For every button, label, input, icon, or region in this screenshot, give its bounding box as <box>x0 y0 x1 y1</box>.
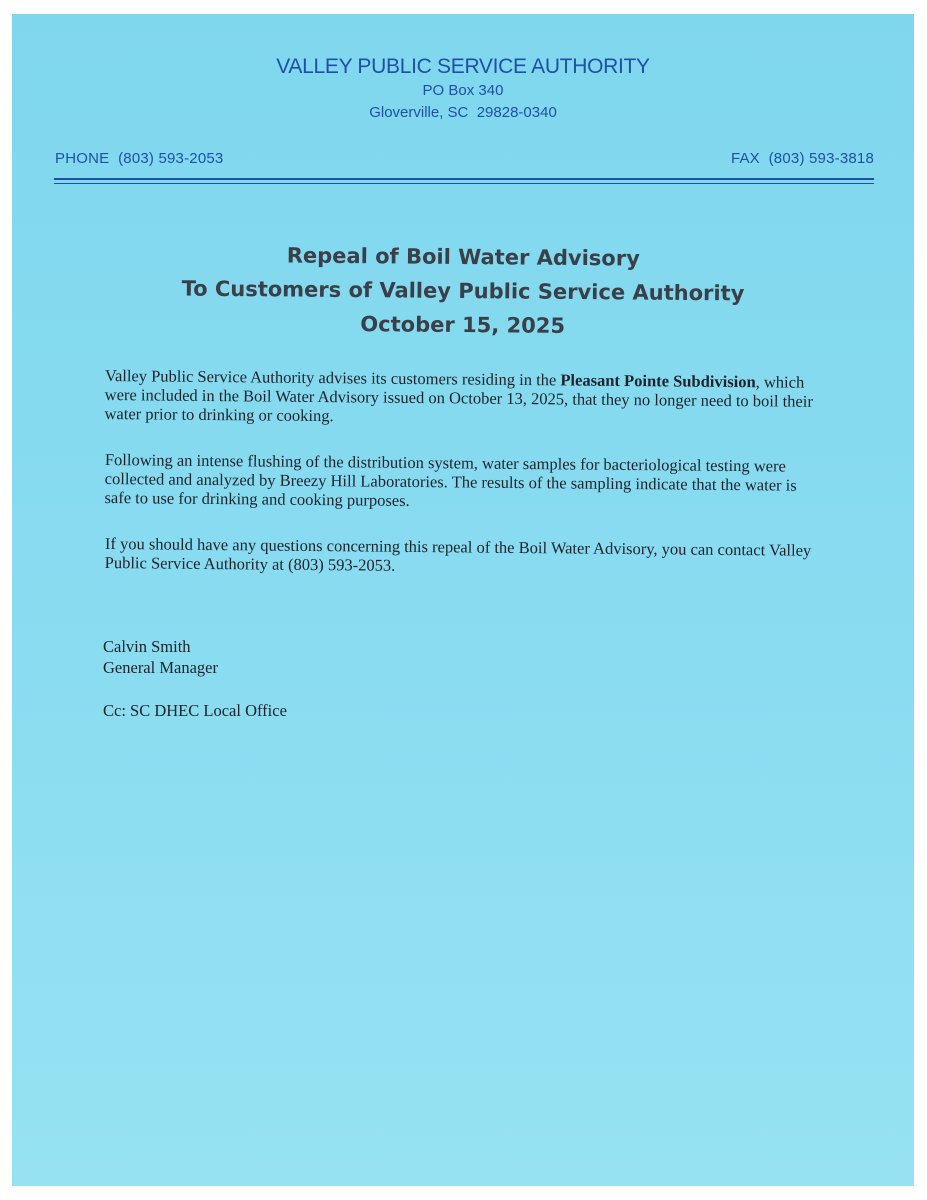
subdivision-name: Pleasant Pointe Subdivision <box>560 370 756 392</box>
city-state-zip: Gloverville, SC 29828-0340 <box>369 104 557 121</box>
phone-number: PHONE (803) 593-2053 <box>55 150 224 167</box>
fax-number: FAX (803) 593-3818 <box>730 150 874 167</box>
document-page <box>12 14 914 1186</box>
letterhead <box>12 54 914 124</box>
paragraph-contact: If you should have any questions concerning this repeal of the Boil Water Advisory, you can contact Valley Public Service Authority at (803) 593-2053. <box>104 534 812 575</box>
title-line-1: Repeal of Boil Water Advisory <box>286 243 640 271</box>
organization-name: VALLEY PUBLIC SERVICE AUTHORITY <box>276 55 650 78</box>
signer-name: Calvin Smith <box>103 637 191 656</box>
cc-line: Cc: SC DHEC Local Office <box>103 701 287 720</box>
title-line-2: To Customers of Valley Public Service Authority <box>181 276 745 306</box>
signature-block <box>103 636 218 678</box>
po-box: PO Box 340 <box>422 82 504 99</box>
header-rule <box>54 178 874 180</box>
header-rule-secondary <box>54 183 874 184</box>
signer-title: General Manager <box>103 658 218 677</box>
paragraph-advisory-repeal <box>104 366 817 430</box>
title-date: October 15, 2025 <box>360 312 566 338</box>
paragraph-1-start: Valley Public Service Authority advises its customers residing in the <box>104 366 561 390</box>
paragraph-1-end: , which were included in the Boil Water Advisory issued on October 13, 2025, that they no longer need to boil their water prior to drinking or cooking. <box>104 372 813 426</box>
notice-title <box>12 236 915 346</box>
paragraph-testing: Following an intense flushing of the distribution system, water samples for bacteriological testing were collected and analyzed by Breezy Hill Laboratories. The results of the sampling indicate that the water is safe to use for drinking and cooking purposes. <box>104 450 797 510</box>
